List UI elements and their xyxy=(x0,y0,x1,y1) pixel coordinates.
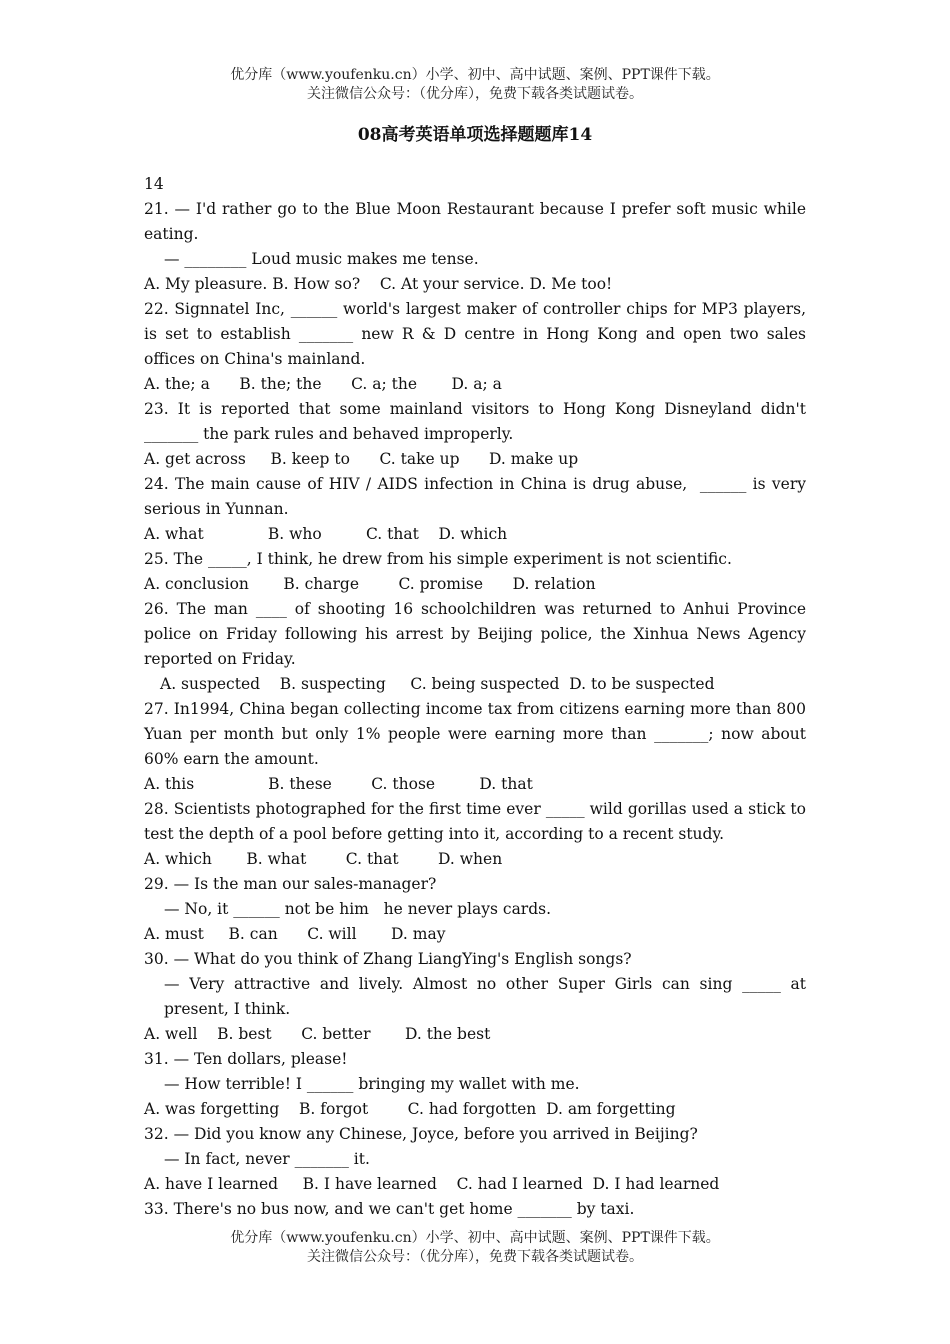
question-23-options: A. get across B. keep to C. take up D. make up xyxy=(144,450,579,468)
question-21-reply: — ________ Loud music makes me tense. xyxy=(164,250,479,268)
question-32-options: A. have I learned B. I have learned C. had I learned D. I had learned xyxy=(144,1175,720,1193)
question-21-options: A. My pleasure. B. How so? C. At your service. D. Me too! xyxy=(144,275,613,293)
question-27-options: A. this B. these C. those D. that xyxy=(144,775,533,793)
question-31-reply: — How terrible! I ______ bringing my wallet with me. xyxy=(164,1075,580,1093)
question-30: 30. — What do you think of Zhang LiangYing's English songs? xyxy=(144,950,632,968)
question-29: 29. — Is the man our sales-manager? xyxy=(144,875,437,893)
question-24-options: A. what B. who C. that D. which xyxy=(144,525,508,543)
section-number: 14 xyxy=(144,175,164,193)
question-30-reply: — Very attractive and lively. Almost no other Super Girls can sing _____ at present, I think. xyxy=(164,975,811,1018)
document-title: 08高考英语单项选择题题库14 xyxy=(357,125,593,145)
footer-line-1: 优分库（www.youfenku.cn）小学、初中、高中试题、案例、PPT课件下载。 xyxy=(230,1230,720,1246)
page-header xyxy=(0,66,950,104)
question-26-options: A. suspected B. suspecting C. being suspected D. to be suspected xyxy=(160,675,715,693)
document-body xyxy=(144,172,811,1222)
question-28: 28. Scientists photographed for the first time ever _____ wild gorillas used a stick to test the depth of a pool before getting into it, according to a recent study. xyxy=(144,800,811,843)
question-29-reply: — No, it ______ not be him he never plays cards. xyxy=(164,900,552,918)
question-25-options: A. conclusion B. charge C. promise D. relation xyxy=(144,575,596,593)
question-27: 27. In1994, China began collecting income tax from citizens earning more than 800 Yuan per month but only 1% people were earning more than _______; now about 60% earn the amount. xyxy=(144,700,811,768)
question-26: 26. The man ____ of shooting 16 schoolchildren was returned to Anhui Province police on Friday following his arrest by Beijing police, the Xinhua News Agency reported on Friday. xyxy=(144,600,811,668)
page-footer xyxy=(0,1229,950,1267)
question-31-options: A. was forgetting B. forgot C. had forgotten D. am forgetting xyxy=(144,1100,676,1118)
question-28-options: A. which B. what C. that D. when xyxy=(144,850,503,868)
question-21: 21. — I'd rather go to the Blue Moon Restaurant because I prefer soft music while eating. xyxy=(144,200,811,243)
question-33: 33. There's no bus now, and we can't get home _______ by taxi. xyxy=(144,1200,635,1218)
question-32-reply: — In fact, never _______ it. xyxy=(164,1150,370,1168)
header-line-1: 优分库（www.youfenku.cn）小学、初中、高中试题、案例、PPT课件下载。 xyxy=(230,67,720,83)
header-line-2: 关注微信公众号：（优分库），免费下载各类试题试卷。 xyxy=(307,86,643,102)
question-30-options: A. well B. best C. better D. the best xyxy=(144,1025,491,1043)
question-32: 32. — Did you know any Chinese, Joyce, before you arrived in Beijing? xyxy=(144,1125,698,1143)
question-25: 25. The _____, I think, he drew from his simple experiment is not scientific. xyxy=(144,550,732,568)
question-24: 24. The main cause of HIV / AIDS infection in China is drug abuse, ______ is very serious in Yunnan. xyxy=(144,475,811,518)
question-29-options: A. must B. can C. will D. may xyxy=(144,925,446,943)
question-31: 31. — Ten dollars, please! xyxy=(144,1050,348,1068)
question-22-options: A. the; a B. the; the C. a; the D. a; a xyxy=(144,375,502,393)
footer-line-2: 关注微信公众号：（优分库），免费下载各类试题试卷。 xyxy=(307,1249,643,1265)
question-23: 23. It is reported that some mainland visitors to Hong Kong Disneyland didn't _______ the park rules and behaved improperly. xyxy=(144,400,811,443)
question-22: 22. Signnatel Inc, ______ world's largest maker of controller chips for MP3 players, is set to establish _______ new R & D centre in Hong Kong and open two sales offices on China's mainland. xyxy=(144,300,811,368)
